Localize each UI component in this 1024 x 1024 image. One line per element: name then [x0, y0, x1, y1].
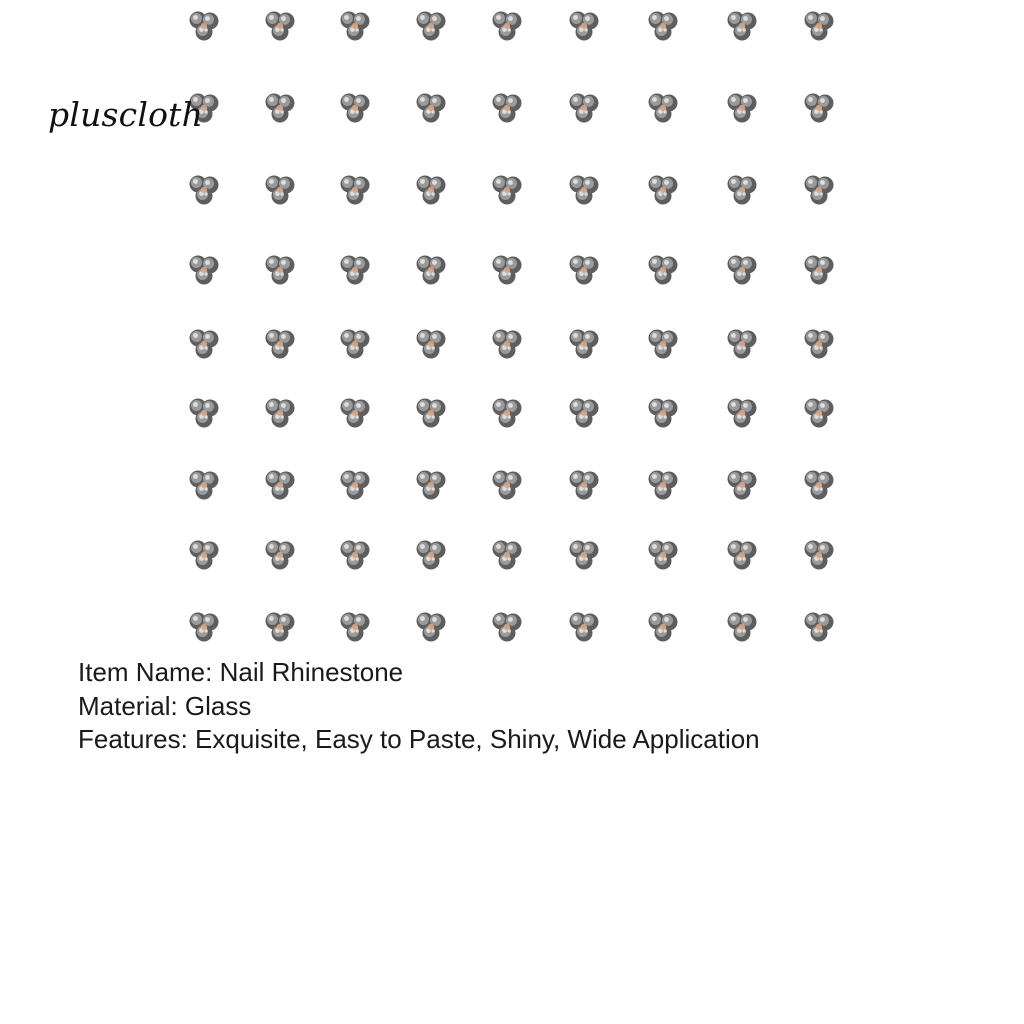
rhinestone-icon	[805, 541, 834, 570]
rhinestone-icon	[190, 256, 219, 285]
rhinestone-icon	[649, 12, 678, 41]
rhinestone-icon	[728, 256, 757, 285]
rhinestone-icon	[570, 399, 599, 428]
rhinestone-icon	[805, 330, 834, 359]
rhinestone-icon	[190, 613, 219, 642]
rhinestone-icon	[805, 471, 834, 500]
rhinestone-icon	[649, 94, 678, 123]
rhinestone-icon	[417, 176, 446, 205]
rhinestone-icon	[190, 330, 219, 359]
rhinestone-icon	[649, 613, 678, 642]
rhinestone-icon	[493, 256, 522, 285]
rhinestone-icon	[190, 471, 219, 500]
rhinestone-icon	[728, 399, 757, 428]
rhinestone-icon	[805, 613, 834, 642]
rhinestone-icon	[728, 94, 757, 123]
rhinestone-icon	[190, 541, 219, 570]
spec-material: Material: Glass	[78, 690, 252, 721]
rhinestone-icon	[728, 471, 757, 500]
rhinestone-icon	[341, 471, 370, 500]
rhinestone-icon	[266, 330, 295, 359]
rhinestone-icon	[341, 541, 370, 570]
rhinestone-icon	[570, 613, 599, 642]
rhinestone-icon	[417, 94, 446, 123]
rhinestone-icon	[493, 541, 522, 570]
rhinestone-icon	[341, 12, 370, 41]
rhinestone-icon	[190, 12, 219, 41]
rhinestone-icon	[805, 94, 834, 123]
brand-watermark: pluscloth	[48, 95, 204, 134]
rhinestone-icon	[805, 256, 834, 285]
rhinestone-icon	[493, 12, 522, 41]
rhinestone-icon	[266, 471, 295, 500]
rhinestone-icon	[728, 541, 757, 570]
rhinestone-icon	[649, 471, 678, 500]
rhinestone-icon	[649, 399, 678, 428]
rhinestone-icon	[266, 256, 295, 285]
rhinestone-icon	[493, 399, 522, 428]
rhinestone-icon	[493, 330, 522, 359]
rhinestone-icon	[805, 399, 834, 428]
rhinestone-icon	[570, 471, 599, 500]
rhinestone-icon	[570, 330, 599, 359]
rhinestone-icon	[341, 256, 370, 285]
rhinestone-icon	[190, 399, 219, 428]
rhinestone-icon	[417, 330, 446, 359]
rhinestone-icon	[728, 613, 757, 642]
rhinestone-icon	[190, 176, 219, 205]
rhinestone-icon	[728, 12, 757, 41]
rhinestone-icon	[728, 176, 757, 205]
rhinestone-icon	[417, 541, 446, 570]
rhinestone-icon	[417, 471, 446, 500]
product-specs	[78, 656, 978, 757]
rhinestone-icon	[493, 94, 522, 123]
spec-item-name: Item Name: Nail Rhinestone	[78, 657, 404, 687]
rhinestone-icon	[341, 330, 370, 359]
rhinestone-icon	[493, 613, 522, 642]
rhinestone-icon	[266, 613, 295, 642]
rhinestone-icon	[341, 613, 370, 642]
rhinestone-icon	[493, 176, 522, 205]
rhinestone-icon	[570, 12, 599, 41]
rhinestone-icon	[649, 330, 678, 359]
spec-features: Features: Exquisite, Easy to Paste, Shiny, Wide Application	[78, 724, 760, 754]
rhinestone-icon	[341, 176, 370, 205]
rhinestone-icon	[805, 176, 834, 205]
rhinestone-icon	[266, 541, 295, 570]
rhinestone-icon	[570, 256, 599, 285]
rhinestone-icon	[570, 541, 599, 570]
rhinestone-icon	[341, 399, 370, 428]
rhinestone-icon	[417, 256, 446, 285]
rhinestone-icon	[266, 176, 295, 205]
rhinestone-icon	[266, 399, 295, 428]
rhinestone-icon	[417, 399, 446, 428]
rhinestone-icon	[649, 176, 678, 205]
rhinestone-icon	[649, 256, 678, 285]
rhinestone-icon	[417, 12, 446, 41]
rhinestone-icon	[805, 12, 834, 41]
rhinestone-icon	[570, 176, 599, 205]
rhinestone-icon	[417, 613, 446, 642]
rhinestone-icon	[266, 12, 295, 41]
rhinestone-icon	[649, 541, 678, 570]
rhinestone-icon	[728, 330, 757, 359]
rhinestone-icon	[341, 94, 370, 123]
rhinestone-icon	[570, 94, 599, 123]
rhinestone-icon	[266, 94, 295, 123]
rhinestone-icon	[493, 471, 522, 500]
